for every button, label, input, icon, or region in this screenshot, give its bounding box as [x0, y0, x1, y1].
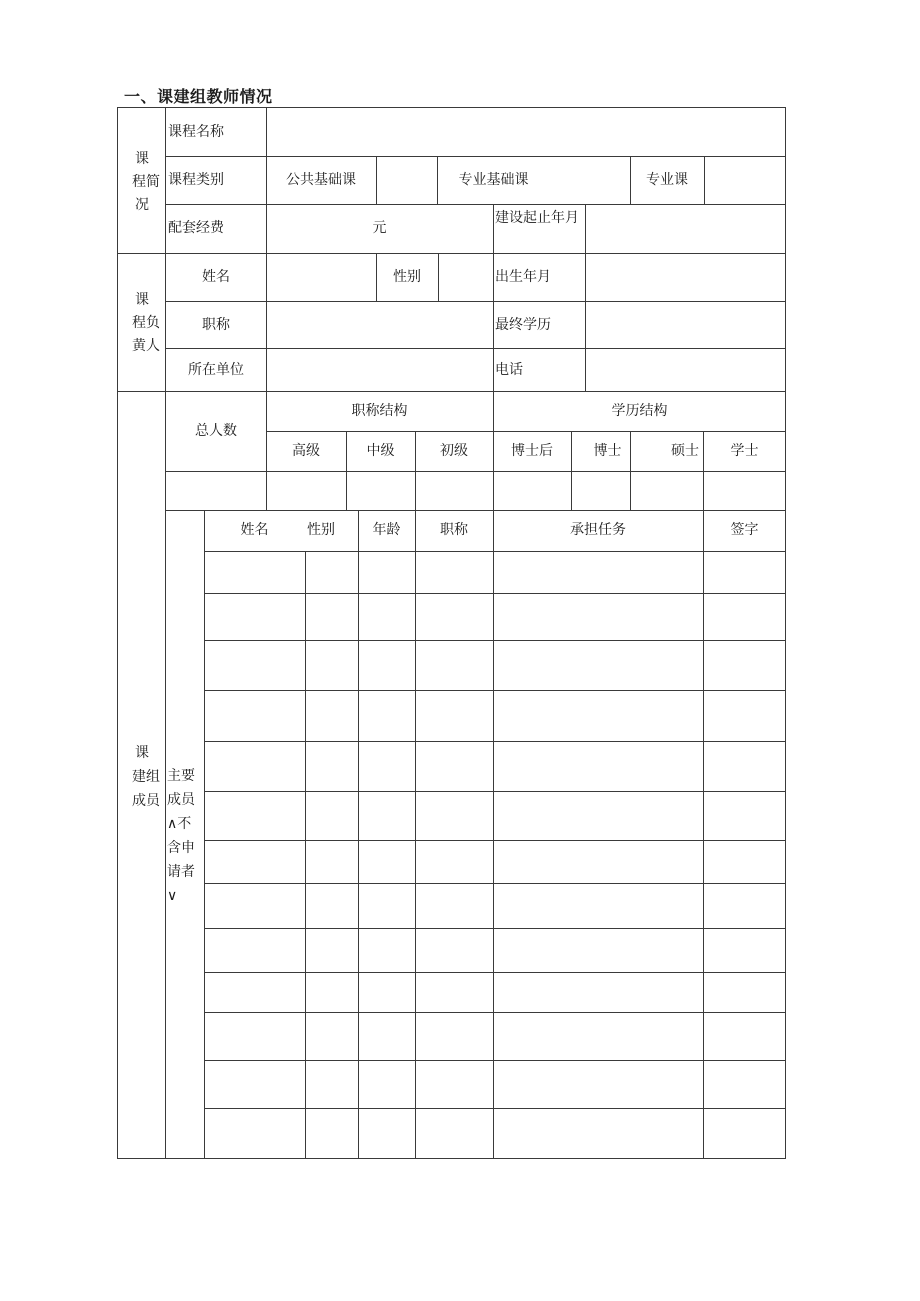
team-section-label-2: 建组 [132, 769, 160, 785]
row-divider [166, 156, 786, 157]
course-section-label-2: 程简 [132, 174, 160, 190]
col-name-header: 姓名 [240, 522, 269, 538]
row-divider [166, 510, 786, 511]
row-divider [166, 471, 786, 472]
leader-section-label-3: 黄人 [132, 338, 160, 354]
page-title: 一、课建组教师情况 [124, 87, 273, 106]
column-divider [266, 253, 267, 391]
funding-label: 配套经费 [168, 220, 224, 236]
col-title-header: 职称 [440, 522, 468, 538]
postdoc-label: 博士后 [511, 443, 553, 459]
leader-unit-label: 所在单位 [188, 362, 244, 378]
leader-section-label-2: 程负 [132, 315, 160, 331]
education-structure-label: 学历结构 [611, 403, 668, 419]
leader-name-label: 姓名 [202, 269, 230, 285]
column-divider [585, 204, 586, 253]
col-signature-header: 签字 [730, 522, 759, 538]
middle-title-label: 中级 [366, 443, 395, 459]
leader-title-label: 职称 [202, 317, 230, 333]
row-divider [204, 1060, 786, 1061]
column-divider [415, 510, 416, 1159]
column-divider [376, 156, 377, 204]
column-divider [704, 156, 705, 204]
construction-period-label: 建设起止年月 [495, 210, 579, 226]
row-divider [204, 640, 786, 641]
leader-birth-label: 出生年月 [495, 269, 551, 285]
row-divider [204, 928, 786, 929]
row-divider [166, 301, 786, 302]
column-divider [493, 253, 494, 391]
column-divider [493, 204, 494, 253]
column-divider [493, 510, 494, 1159]
funding-unit: 元 [372, 220, 387, 236]
row-divider [204, 593, 786, 594]
row-divider [204, 840, 786, 841]
column-divider [571, 431, 572, 510]
category-major-option: 专业课 [646, 172, 688, 188]
row-divider [204, 551, 786, 552]
column-divider [204, 510, 205, 1159]
leader-section-label-1: 课 [135, 292, 149, 308]
leader-phone-label: 电话 [495, 362, 523, 378]
bachelor-label: 学士 [730, 443, 759, 459]
main-members-label: 主要成员∧不含申请者∨ [167, 768, 195, 904]
row-divider [204, 741, 786, 742]
col-age-header: 年龄 [372, 522, 401, 538]
doctor-label: 博士 [593, 443, 622, 459]
row-divider [204, 791, 786, 792]
total-count-label: 总人数 [195, 423, 237, 439]
column-divider [305, 551, 306, 1159]
title-structure-label: 职称结构 [351, 403, 408, 419]
column-divider [585, 253, 586, 391]
team-section-label-1: 课 [135, 745, 149, 761]
course-category-label: 课程类别 [168, 172, 224, 188]
junior-title-label: 初级 [440, 443, 468, 459]
column-divider [438, 253, 439, 301]
leader-gender-label: 性别 [393, 269, 421, 285]
course-section-label-3: 况 [135, 197, 149, 213]
row-divider [204, 690, 786, 691]
team-section-label-3: 成员 [132, 793, 160, 809]
teacher-info-form [117, 107, 786, 1159]
master-label: 硕士 [671, 443, 699, 459]
senior-title-label: 高级 [292, 443, 320, 459]
course-name-label: 课程名称 [168, 124, 224, 140]
row-divider [266, 431, 786, 432]
row-divider [204, 1108, 786, 1109]
course-section-label-1: 课 [135, 151, 149, 167]
row-divider [204, 1012, 786, 1013]
leader-education-label: 最终学历 [495, 317, 551, 333]
row-divider [204, 972, 786, 973]
category-public-option: 公共基础课 [286, 172, 356, 188]
col-gender-header: 性别 [307, 522, 335, 538]
row-divider [166, 348, 786, 349]
column-divider [358, 510, 359, 1159]
row-divider [204, 883, 786, 884]
section-divider [118, 253, 786, 254]
col-task-header: 承担任务 [570, 522, 626, 538]
column-divider [630, 431, 631, 510]
row-divider [166, 204, 786, 205]
column-divider [703, 510, 704, 1159]
section-divider [118, 391, 786, 392]
category-major-basic-option: 专业基础课 [458, 172, 529, 188]
